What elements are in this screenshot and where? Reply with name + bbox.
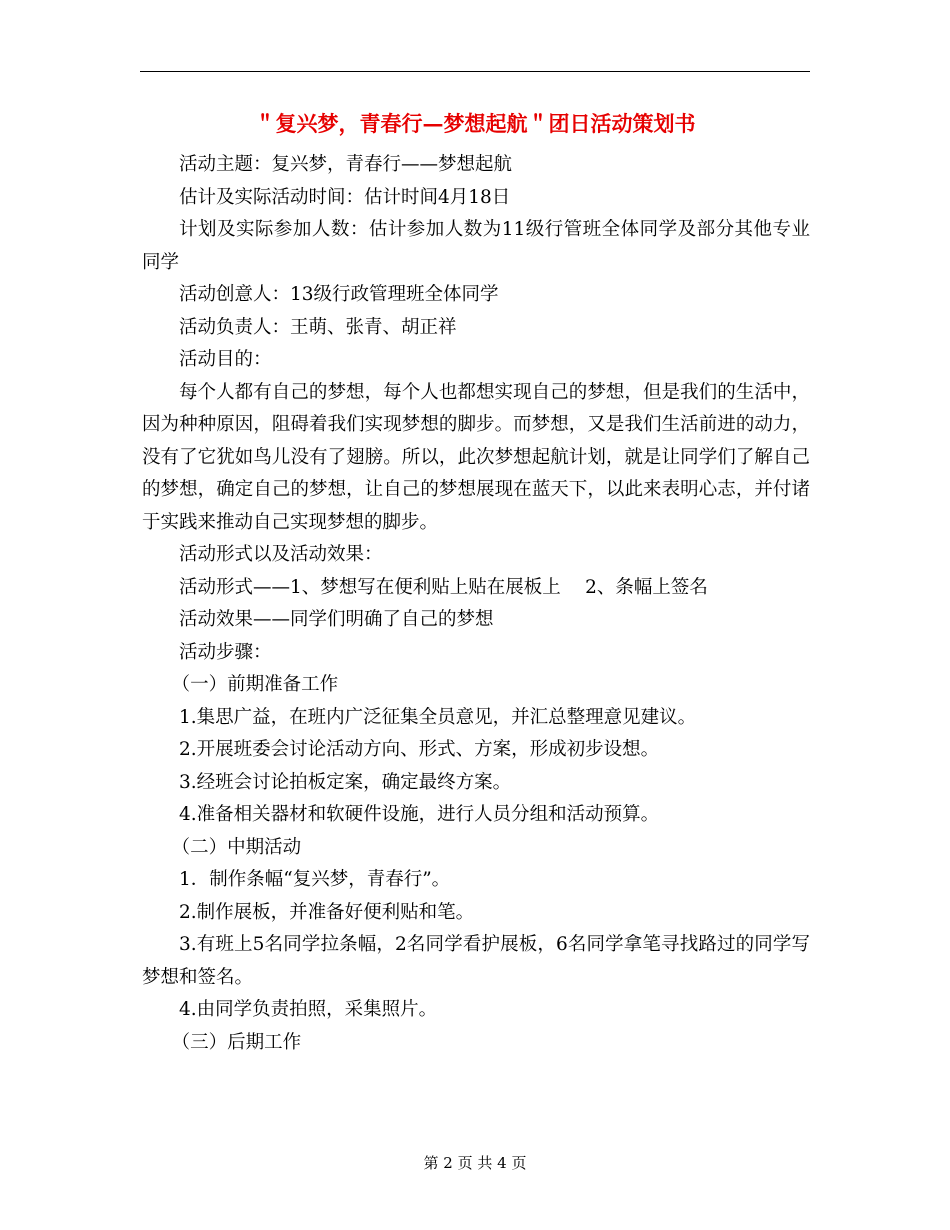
list-item: 2.开展班委会讨论活动方向、形式、方案，形成初步设想。: [179, 739, 660, 760]
header-rule: [140, 71, 810, 72]
document-body: [142, 149, 810, 1059]
paragraph-activity-form: 活动形式——1、梦想写在便利贴上贴在展板上 2、条幅上签名: [179, 576, 708, 598]
section-heading-midterm: （二）中期活动: [171, 836, 302, 858]
list-item: 4.准备相关器材和软硬件设施，进行人员分组和活动预算。: [179, 804, 660, 825]
paragraph-steps-heading: 活动步骤：: [179, 641, 272, 663]
paragraph-creators: 活动创意人：13级行政管理班全体同学: [179, 284, 499, 305]
document-title: ＂复兴梦，青春行—梦想起航＂团日活动策划书: [254, 111, 696, 136]
paragraph-activity-theme: 活动主题：复兴梦，青春行——梦想起航: [179, 154, 513, 175]
paragraph-activity-time: 估计及实际活动时间：估计时间4月18日: [179, 186, 511, 208]
paragraph-form-effect-heading: 活动形式以及活动效果：: [179, 544, 383, 565]
section-heading-later: （三）后期工作: [171, 1031, 302, 1053]
list-item: 3.有班上5名同学拉条幅，2名同学看护展板，6名同学拿笔寻找路过的同学写梦想和签名。: [142, 934, 810, 988]
list-item: 1．制作条幅“复兴梦，青春行”。: [179, 869, 451, 890]
paragraph-leaders: 活动负责人：王萌、张青、胡正祥: [179, 316, 457, 338]
list-item: 1.集思广益，在班内广泛征集全员意见，并汇总整理意见建议。: [179, 706, 697, 728]
paragraph-participants: 计划及实际参加人数：估计参加人数为11级行管班全体同学及部分其他专业同学: [142, 219, 810, 273]
list-item: 3.经班会讨论拍板定案，确定最终方案。: [179, 771, 512, 793]
paragraph-purpose-heading: 活动目的：: [179, 349, 272, 370]
page-number: 第 2 页 共 4 页: [423, 1154, 527, 1172]
list-item: 2.制作展板，并准备好便利贴和笔。: [179, 901, 475, 923]
paragraph-purpose-body: 每个人都有自己的梦想，每个人也都想实现自己的梦想，但是我们的生活中，因为种种原因，阻碍着我们实现梦想的脚步。而梦想，又是我们生活前进的动力，没有了它犹如鸟儿没有了翅膀。所以，此次梦想起航计划，就是让同学们了解自己的梦想，确定自己的梦想，让自己的梦想展现在蓝天下，以此来表明心志，并付诸于实践来推动自己实现梦想的脚步。: [142, 381, 810, 533]
paragraph-activity-effect: 活动效果——同学们明确了自己的梦想: [179, 609, 494, 630]
list-item: 4.由同学负责拍照，采集照片。: [179, 999, 438, 1020]
section-heading-preparation: （一）前期准备工作: [171, 674, 339, 695]
